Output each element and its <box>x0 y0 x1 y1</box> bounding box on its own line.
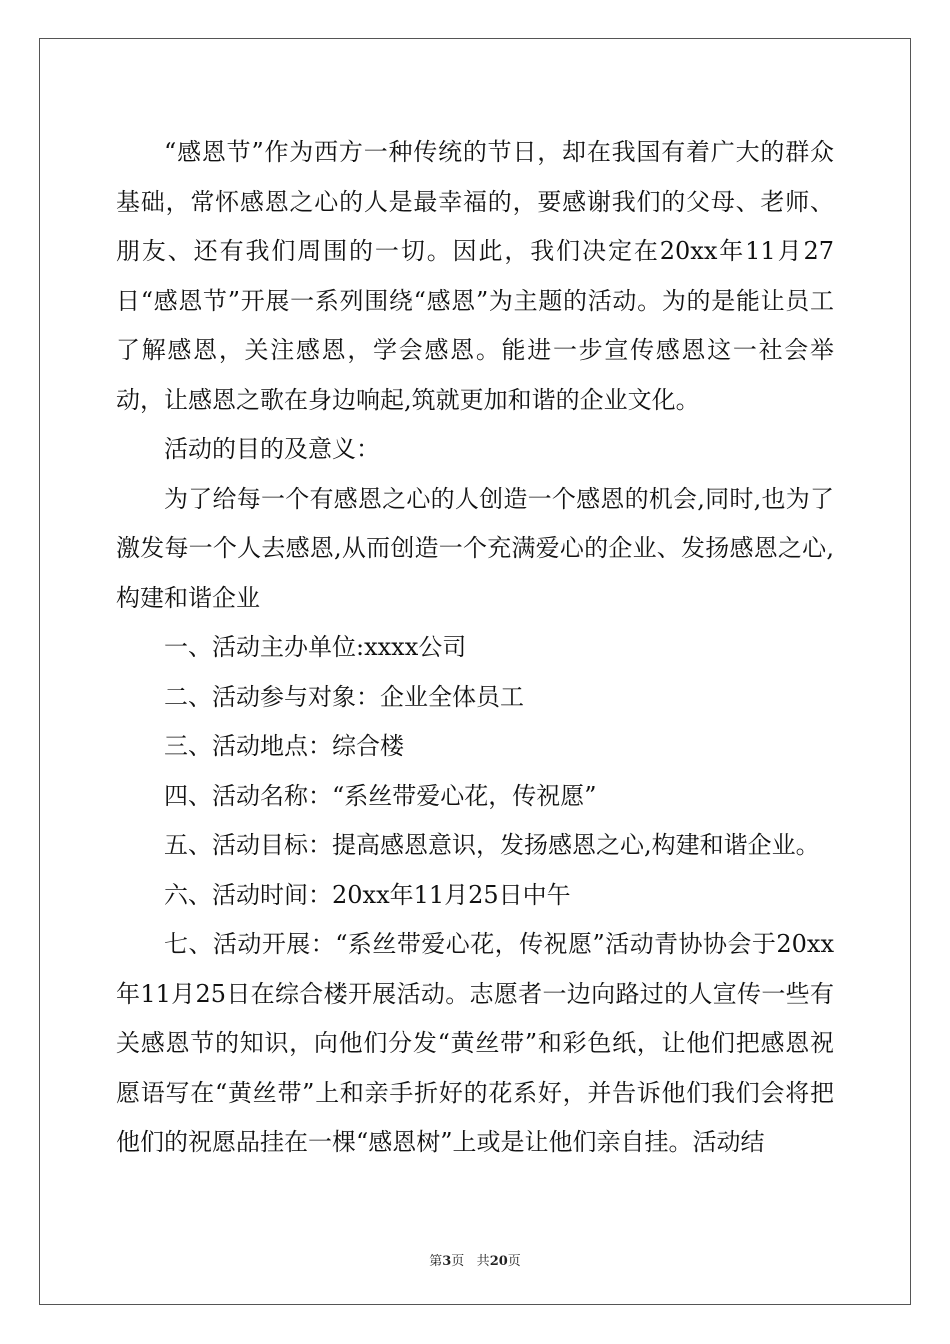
footer-total-prefix: 共 <box>476 1254 490 1269</box>
paragraph-activity-name: 四、活动名称：“系丝带爱心花，传祝愿” <box>164 781 597 810</box>
paragraph-location: 三、活动地点：综合楼 <box>164 732 404 760</box>
paragraph-execution: 七、活动开展：“系丝带爱心花，传祝愿”活动青协协会于20xx年11月25日在综合楼开展活动。志愿者一边向路过的人宣传一些有关感恩节的知识，向他们分发“黄丝带”和彩色纸，让他们把感恩祝愿语写在“黄丝带”上和亲手折好的花系好，并告诉他们我们会将把他们的祝愿品挂在一棵“感恩树”上或是让他们亲自挂。活动结 <box>116 930 834 1156</box>
paragraph-organizer: 一、活动主办单位:xxxx公司 <box>164 633 467 661</box>
paragraph-goal: 五、活动目标：提高感恩意识，发扬感恩之心,构建和谐企业。 <box>164 831 820 859</box>
footer-total-pages: 20 <box>489 1254 508 1269</box>
footer-total-suffix: 页 <box>507 1254 521 1269</box>
paragraph-purpose: 为了给每一个有感恩之心的人创造一个感恩的机会,同时,也为了激发每一个人去感恩,从而创造一个充满爱心的企业、发扬感恩之心,构建和谐企业 <box>116 484 834 612</box>
paragraph-time: 六、活动时间：20xx年11月25日中午 <box>164 880 571 909</box>
paragraph-intro: “感恩节”作为西方一种传统的节日，却在我国有着广大的群众基础，常怀感恩之心的人是最幸福的，要感谢我们的父母、老师、朋友、还有我们周围的一切。因此，我们决定在20xx年11月27日“感恩节”开展一系列围绕“感恩”为主题的活动。为的是能让员工了解感恩，关注感恩，学会感恩。能进一步宣传感恩这一社会举动，让感恩之歌在身边响起,筑就更加和谐的企业文化。 <box>116 138 834 414</box>
footer-page-number: 3 <box>442 1254 452 1269</box>
page-footer <box>0 1250 950 1269</box>
footer-page-prefix: 第 <box>429 1254 443 1269</box>
paragraph-participants: 二、活动参与对象：企业全体员工 <box>164 682 524 711</box>
document-body <box>116 128 834 1168</box>
paragraph-purpose-heading: 活动的目的及意义： <box>164 435 380 463</box>
footer-page-suffix: 页 <box>451 1254 465 1269</box>
